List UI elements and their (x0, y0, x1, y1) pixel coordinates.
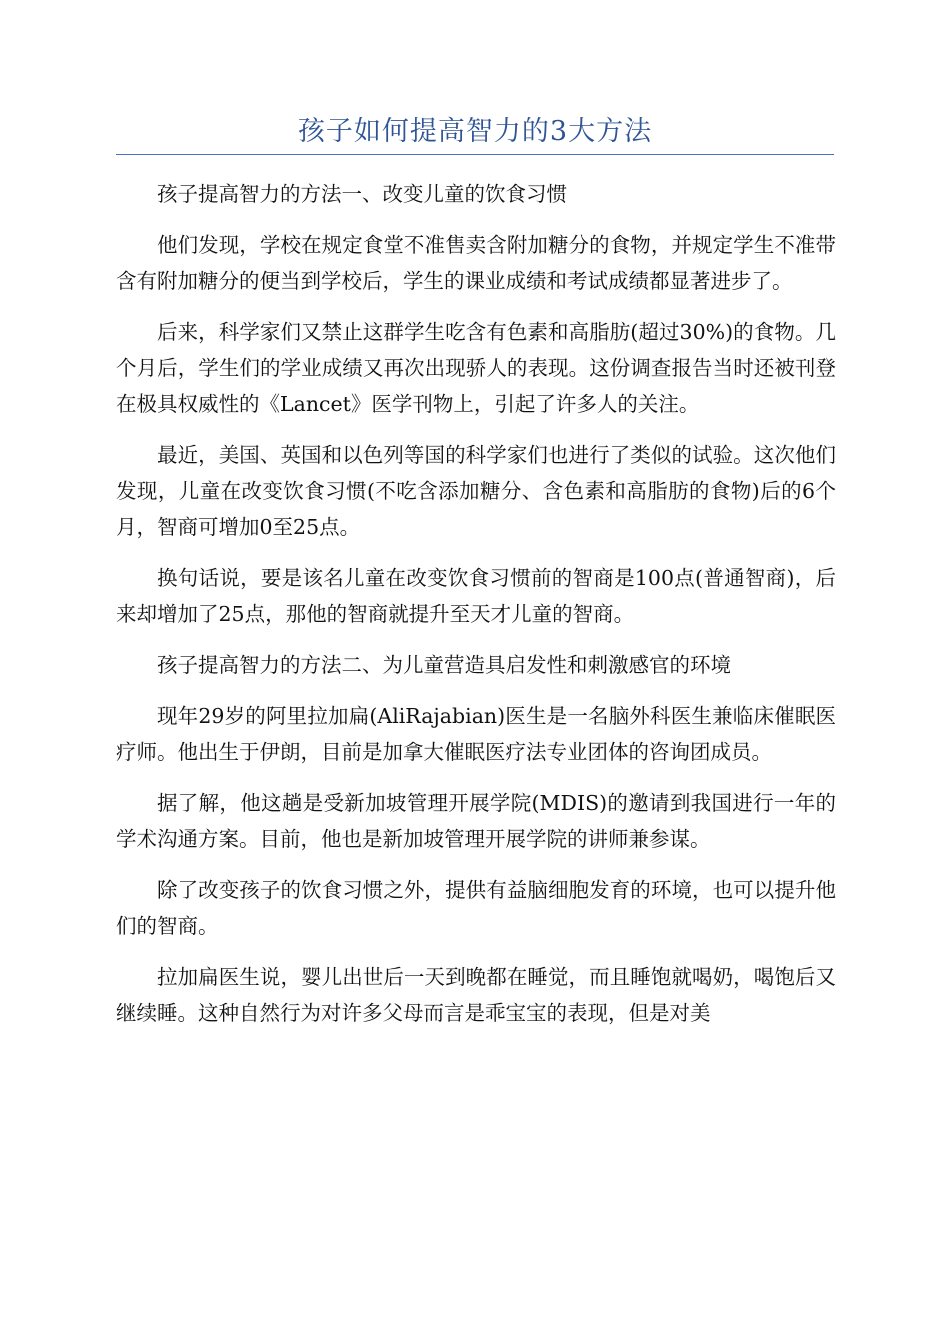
section-heading-method-2: 孩子提高智力的方法二、为儿童营造具启发性和刺激感官的环境 (157, 653, 731, 677)
body-paragraph: 现年29岁的阿里拉加扁(AliRajabian)医生是一名脑外科医生兼临床催眠医疗师。他出生于伊朗，目前是加拿大催眠医疗法专业团体的咨询团成员。 (116, 704, 836, 764)
body-paragraph: 后来，科学家们又禁止这群学生吃含有色素和高脂肪(超过30%)的食物。几个月后，学生们的学业成绩又再次出现骄人的表现。这份调查报告当时还被刊登在极具权威性的《Lancet》医学刊物上，引起了许多人的关注。 (116, 320, 836, 416)
section-heading-method-1: 孩子提高智力的方法一、改变儿童的饮食习惯 (157, 182, 567, 206)
body-paragraph: 最近，美国、英国和以色列等国的科学家们也进行了类似的试验。这次他们发现，儿童在改变饮食习惯(不吃含添加糖分、含色素和高脂肪的食物)后的6个月，智商可增加0至25点。 (116, 443, 836, 539)
body-paragraph: 拉加扁医生说，婴儿出世后一天到晚都在睡觉，而且睡饱就喝奶，喝饱后又继续睡。这种自然行为对许多父母而言是乖宝宝的表现，但是对美 (116, 965, 836, 1025)
body-paragraph: 他们发现，学校在规定食堂不准售卖含附加糖分的食物，并规定学生不准带含有附加糖分的便当到学校后，学生的课业成绩和考试成绩都显著进步了。 (116, 233, 836, 293)
title-underline-divider (116, 154, 834, 155)
document-body (116, 176, 836, 1046)
document-title: 孩子如何提高智力的3大方法 (297, 116, 653, 147)
body-paragraph: 据了解，他这趟是受新加坡管理开展学院(MDIS)的邀请到我国进行一年的学术沟通方案。目前，他也是新加坡管理开展学院的讲师兼参谋。 (116, 791, 836, 851)
body-paragraph: 换句话说，要是该名儿童在改变饮食习惯前的智商是100点(普通智商)，后来却增加了25点，那他的智商就提升至天才儿童的智商。 (116, 566, 836, 626)
body-paragraph: 除了改变孩子的饮食习惯之外，提供有益脑细胞发育的环境，也可以提升他们的智商。 (116, 878, 836, 938)
